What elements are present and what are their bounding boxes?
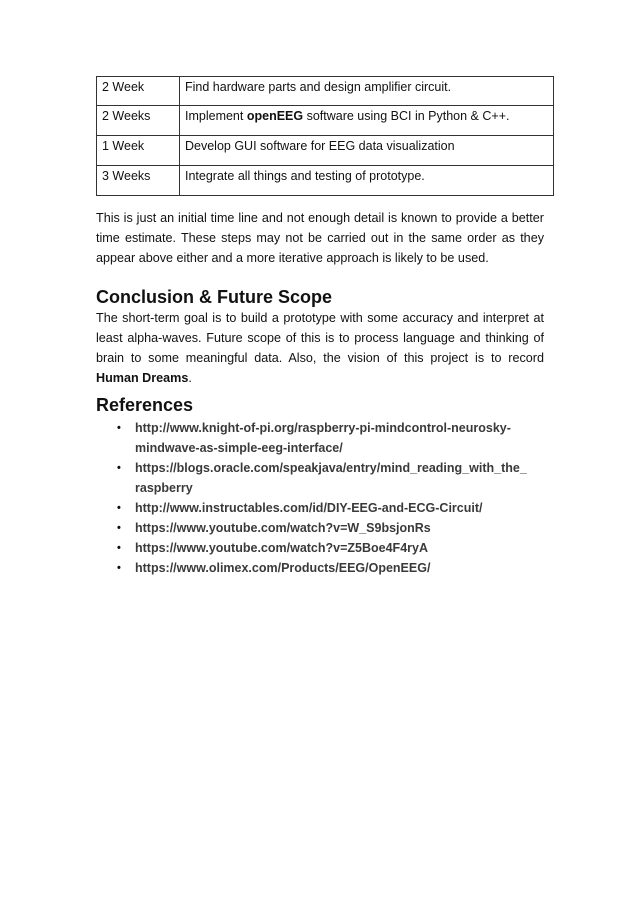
paragraph-line: appear above either and a more iterative approach is likely to be used. [96, 251, 489, 265]
reference-item [96, 498, 554, 518]
bullet-icon: • [117, 522, 121, 534]
task-cell [180, 106, 554, 136]
bullet-icon: • [117, 462, 121, 474]
paragraph-line: time estimate. These steps may not be carried out in the same order as they [96, 231, 544, 245]
task-cell [180, 77, 554, 106]
reference-link[interactable]: https://www.youtube.com/watch?v=Z5Boe4F4ryA [135, 541, 428, 555]
conclusion-paragraph [96, 308, 544, 388]
references-heading: References [96, 395, 194, 415]
conclusion-heading: Conclusion & Future Scope [96, 287, 333, 307]
task-text: Find hardware parts and design amplifier circuit. [185, 80, 452, 94]
duration-cell: 1 Week [97, 136, 180, 166]
reference-item [96, 518, 554, 538]
timeline-table [96, 76, 554, 196]
reference-item [96, 538, 554, 558]
timeline-note-paragraph [96, 208, 544, 268]
timeline-row [97, 136, 554, 166]
references-list [96, 418, 554, 578]
reference-link[interactable]: http://www.knight-of-pi.org/raspberry-pi-mindcontrol-neurosky- [135, 421, 511, 435]
paragraph-line: The short-term goal is to build a prototype with some accuracy and interpret at [96, 311, 544, 325]
reference-link[interactable]: https://blogs.oracle.com/speakjava/entry/mind_reading_with_the_ [135, 461, 527, 475]
paragraph-line: brain to some meaningful data. Also, the vision of this project is to record [96, 351, 544, 365]
sentence-end: . [188, 371, 192, 385]
duration-cell: 2 Week [97, 77, 180, 106]
bullet-icon: • [117, 562, 121, 574]
task-cell [180, 166, 554, 196]
reference-link-continuation[interactable]: raspberry [135, 481, 193, 495]
reference-link[interactable]: https://www.youtube.com/watch?v=W_S9bsjonRs [135, 521, 431, 535]
reference-item [96, 558, 554, 578]
paragraph-line: least alpha-waves. Future scope of this is to process language and thinking of [96, 331, 544, 345]
task-text: Implement [185, 109, 247, 123]
timeline-row [97, 166, 554, 196]
bullet-icon: • [117, 542, 121, 554]
reference-item [96, 458, 554, 498]
highlight-term: Human Dreams [96, 371, 189, 385]
reference-link[interactable]: http://www.instructables.com/id/DIY-EEG-and-ECG-Circuit/ [135, 501, 483, 515]
paragraph-line [96, 368, 544, 388]
timeline-row [97, 77, 554, 106]
duration-cell: 2 Weeks [97, 106, 180, 136]
task-text: Develop GUI software for EEG data visualization [185, 139, 455, 153]
paragraph-line: This is just an initial time line and not enough detail is known to provide a better [96, 211, 544, 225]
task-cell [180, 136, 554, 166]
bullet-icon: • [117, 422, 121, 434]
bullet-icon: • [117, 502, 121, 514]
task-text-end: software using BCI in Python & C++. [303, 109, 510, 123]
timeline-row [97, 106, 554, 136]
duration-cell: 3 Weeks [97, 166, 180, 196]
reference-item [96, 418, 554, 458]
task-bold-term: openEEG [246, 109, 304, 123]
reference-link[interactable]: https://www.olimex.com/Products/EEG/OpenEEG/ [135, 561, 431, 575]
reference-link-continuation[interactable]: mindwave-as-simple-eeg-interface/ [135, 441, 343, 455]
task-text: Integrate all things and testing of prototype. [185, 169, 425, 183]
